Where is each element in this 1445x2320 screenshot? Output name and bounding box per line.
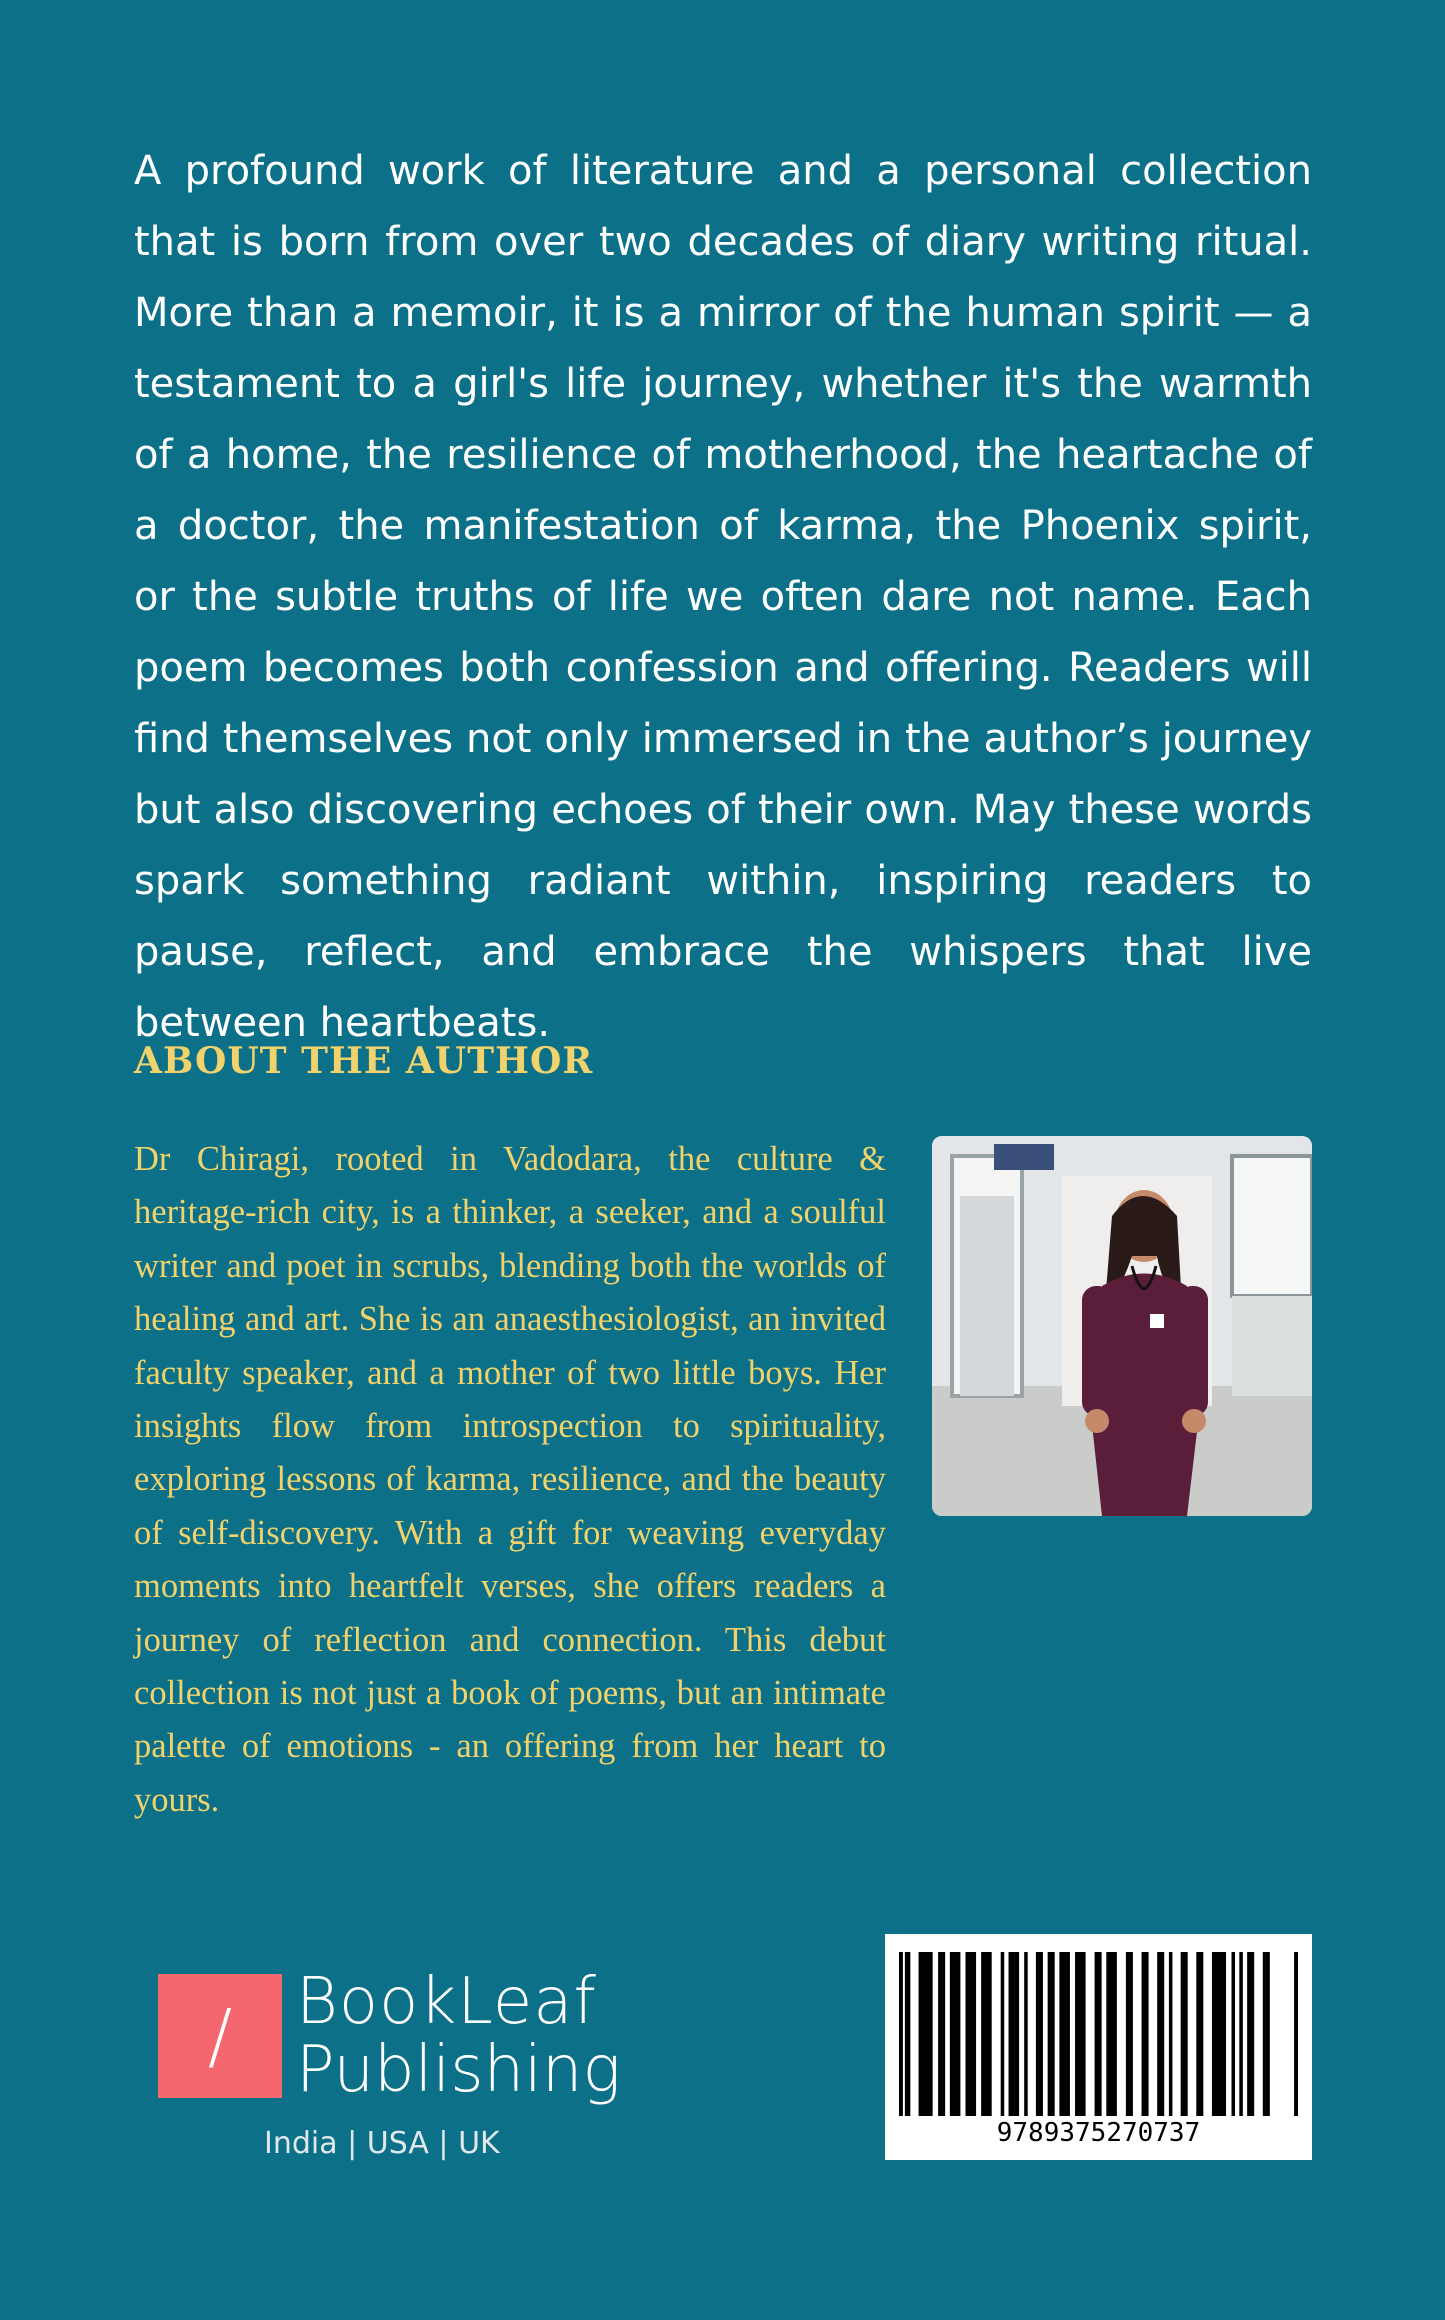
author-bio: Dr Chiragi, rooted in Vadodara, the culture & heritage-rich city, is a thinker, a seeker, and a soulful writer and poet in scrubs, blending both the worlds of healing and art. She is an anaesthesiologist, an invited faculty speaker, and a mother of two little boys. Her insights flow from introspection to spirituality, exploring lessons of karma, resilience, and the beauty of self-discovery. With a gift for weaving everyday moments into heartfelt verses, she offers readers a journey of reflection and connection. This debut collection is not just a book of poems, but an intimate palette of emotions - an offering from her heart to yours. bbox=[134, 1140, 886, 1819]
publisher-name-line1: BookLeaf bbox=[296, 1965, 597, 2039]
slash-logo-icon: / bbox=[158, 1974, 282, 2098]
author-photo bbox=[932, 1136, 1312, 1516]
publisher-logo bbox=[158, 1965, 621, 2161]
publisher-locations: India | USA | UK bbox=[264, 2126, 500, 2161]
isbn-number: 9789375270737 bbox=[996, 2118, 1201, 2148]
about-author-heading: ABOUT THE AUTHOR bbox=[134, 1040, 594, 1082]
back-cover-blurb: A profound work of literature and a personal collection that is born from over two decades of diary writing ritual. More than a memoir, it is a mirror of the human spirit — a testament to a girl's life journey, whether it's the warmth of a home, the resilience of motherhood, the heartache of a doctor, the manifestation of karma, the Phoenix spirit, or the subtle truths of life we often dare not name. Each poem becomes both confession and offering. Readers will find themselves not only immersed in the author’s journey but also discovering echoes of their own. May these words spark something radiant within, inspiring readers to pause, reflect, and embrace the whispers that live between heartbeats. bbox=[134, 148, 1312, 1046]
isbn-barcode bbox=[885, 1934, 1312, 2160]
barcode-bars bbox=[899, 1952, 1298, 2116]
publisher-name-line2: Publishing bbox=[296, 2033, 621, 2107]
